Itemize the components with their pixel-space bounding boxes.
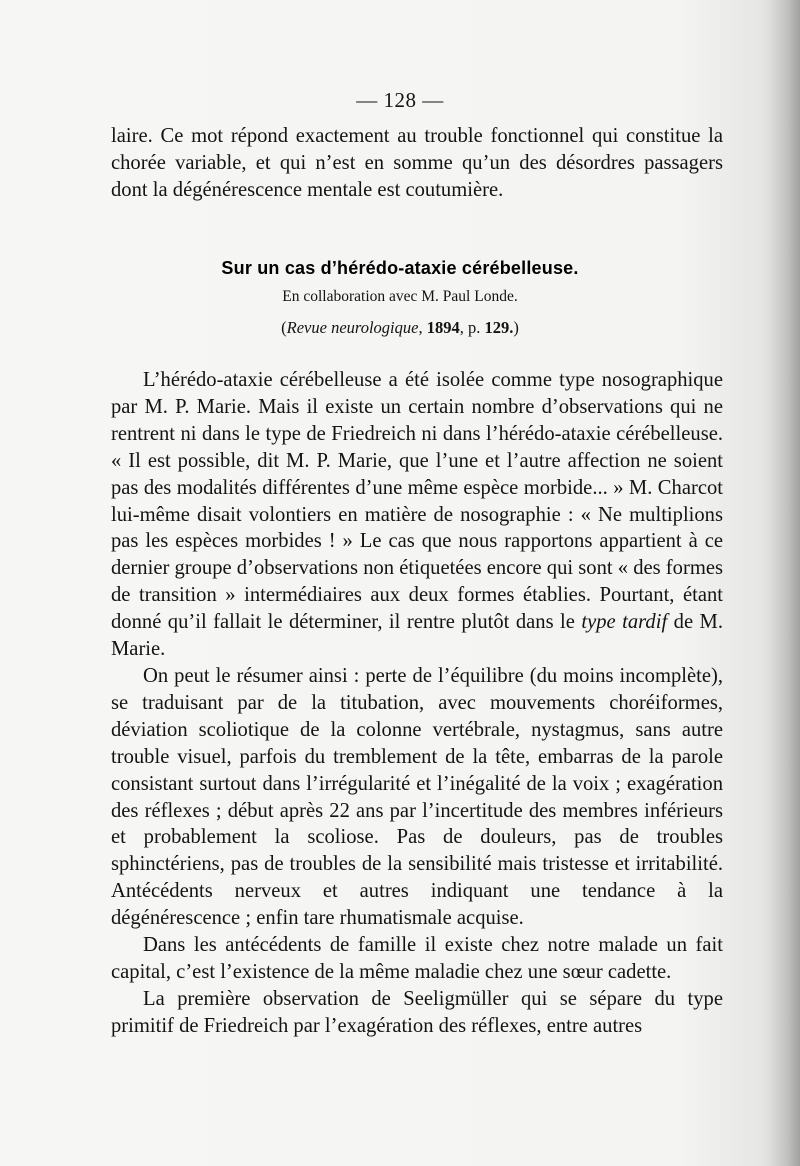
body-paragraph-2: On peut le résumer ainsi : perte de l’équilibre (du moins incomplète), se traduisant par de la titubation, avec mouvements choréiformes, déviation scoliotique de la colonne vertébrale, nystagmus, sans autre trouble visuel, parfois du tremblement de la tête, embarras de la parole consistant surtout dans l’irrégularité et l’inégalité de la voix ; exagération des réflexes ; début après 22 ans par l’incertitude des membres inférieurs et probablement la scoliose. Pas de douleurs, pas de troubles sphinctériens, pas de troubles de la sensibilité mais tristesse et irritabilité. Antécédents nerveux et autres indiquant une tendance à la dégénérescence ; enfin tare rhumatismale acquise. xyxy=(111,664,723,930)
body-paragraph-1 xyxy=(111,367,723,663)
body-paragraph-1-text: L’hérédo-ataxie cérébelleuse a été isolée comme type nosographique par M. P. Marie. Mais il existe un certain nombre d’observations qui ne rentrent ni dans le type de Friedreich ni dans l’hérédo-ataxie cérébelleuse. « Il est possible, dit M. P. Marie, que l’une et l’autre affection ne soient pas des modalités différentes d’une même espèce morbide... » M. Charcot lui-même disait volontiers en matière de nosographie : « Ne multiplions pas les espèces morbides ! » Le cas que nous rapportons appartient à ce dernier groupe d’observations non étiquetées encore qui sont « des formes de transition » intermédiaires aux deux formes établies. Pourtant, étant donné qu’il fallait le déterminer, il rentre plutôt dans le xyxy=(111,369,723,634)
article-body xyxy=(111,367,723,1040)
body-paragraph-1-end: de M. Marie. xyxy=(111,611,723,661)
body-paragraph-1-italic: type tardif xyxy=(581,611,668,634)
citation-page-label: p. xyxy=(467,318,481,337)
body-paragraph-3: Dans les antécédents de famille il existe chez notre malade un fait capital, c’est l’existence de la même maladie chez une sœur cadette. xyxy=(111,934,723,983)
intro-paragraph-text: laire. Ce mot répond exactement au trouble fonctionnel qui constitue la chorée variable, et qui n’est en somme qu’un des désordres passagers dont la dégénérescence mentale est coutumière. xyxy=(111,125,723,201)
citation-page: 129. xyxy=(484,318,514,337)
citation-journal: Revue neurologique xyxy=(286,318,419,337)
article-title: Sur un cas d’hérédo-ataxie cérébelleuse. xyxy=(221,258,579,278)
body-paragraph-4: La première observation de Seeligmüller qui se sépare du type primitif de Friedreich par l’exagération des réflexes, entre autres xyxy=(111,987,723,1037)
article-collaboration: En collaboration avec M. Paul Londe. xyxy=(282,288,518,305)
page-edge-shadow xyxy=(768,0,800,1166)
citation-year: 1894 xyxy=(426,318,460,337)
page-number: — 128 — xyxy=(356,88,444,112)
article-citation: (Revue neurologique, 1894, p. 129.) xyxy=(281,318,519,337)
intro-paragraph xyxy=(111,123,723,204)
